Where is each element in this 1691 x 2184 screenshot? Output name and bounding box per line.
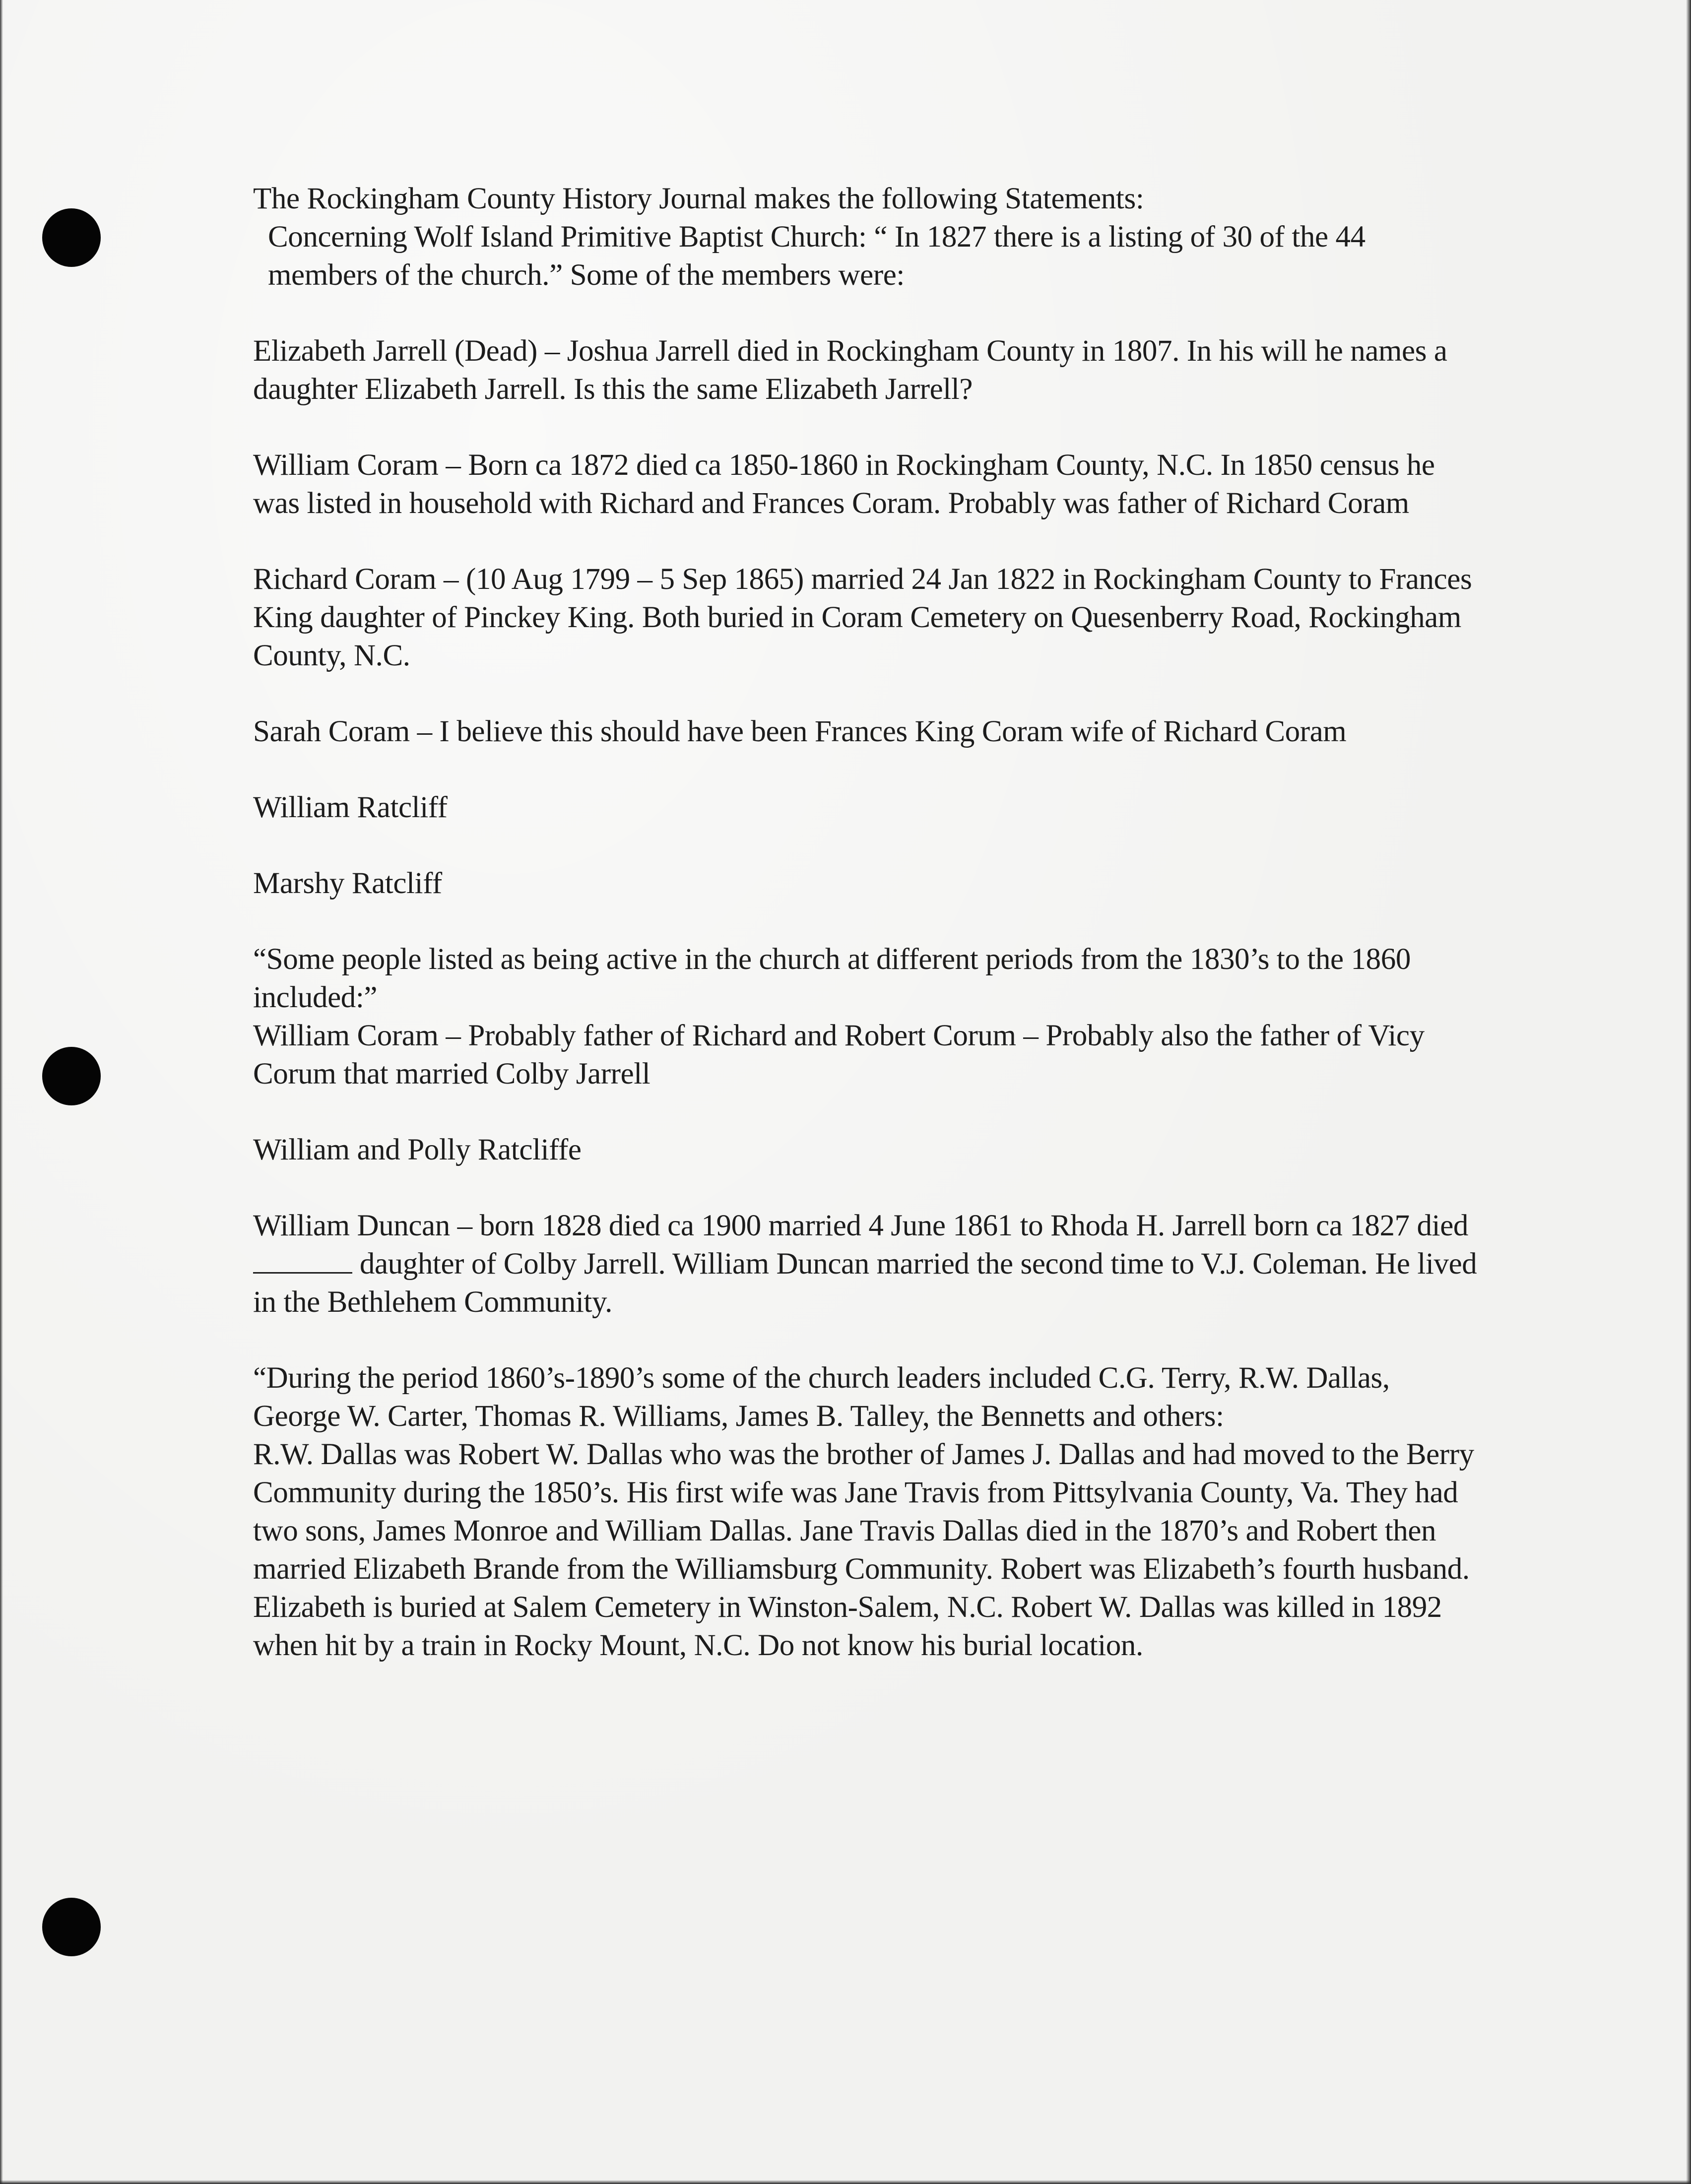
entry-william-coram: William Coram – Born ca 1872 died ca 1850-1860 in Rockingham County, N.C. In 1850 census he was listed in household with Richard and Frances Coram. Probably was father of Richard Coram — [253, 449, 1435, 520]
entry-marshy-ratcliff: Marshy Ratcliff — [253, 867, 442, 900]
page-edge-right — [1686, 0, 1691, 2184]
punch-hole-bottom — [42, 1898, 101, 1956]
entry-william-polly-ratcliffe: William and Polly Ratcliffe — [253, 1133, 582, 1166]
entry-william-duncan — [253, 1207, 1479, 1321]
duncan-text-part1: William Duncan – born 1828 died ca 1900 married 4 June 1861 to Rhoda H. Jarrell born ca 1827 died — [253, 1209, 1468, 1242]
blank-fill-line — [253, 1246, 352, 1274]
punch-hole-top — [42, 208, 101, 267]
entry-william-ratcliff: William Ratcliff — [253, 791, 448, 824]
document-body — [253, 180, 1479, 1665]
entry-elizabeth-jarrell: Elizabeth Jarrell (Dead) – Joshua Jarrell died in Rockingham County in 1807. In his will he names a daughter Elizabeth Jarrell. Is this the same Elizabeth Jarrell? — [253, 334, 1447, 406]
intro-church-statement: Concerning Wolf Island Primitive Baptist Church: “ In 1827 there is a listing of 30 of the 44 members of the church.” Some of the members were: — [268, 220, 1366, 292]
intro-line: The Rockingham County History Journal makes the following Statements: — [253, 182, 1144, 215]
entry-richard-coram: Richard Coram – (10 Aug 1799 – 5 Sep 1865) married 24 Jan 1822 in Rockingham County to Frances King daughter of Pinckey King. Both buried in Coram Cemetery on Quesenberry Road, Rockingham County, N.C. — [253, 563, 1472, 672]
entry-sarah-coram: Sarah Coram – I believe this should have been Frances King Coram wife of Richard Coram — [253, 715, 1347, 748]
duncan-text-part2: daughter of Colby Jarrell. William Duncan married the second time to V.J. Coleman. He lived in the Bethlehem Community. — [253, 1247, 1477, 1319]
active-members-quote: “Some people listed as being active in the church at different periods from the 1830’s to the 1860 included:” — [253, 943, 1411, 1014]
page-edge-bottom — [0, 2180, 1691, 2184]
punch-hole-middle — [42, 1047, 101, 1105]
page-edge-left — [0, 0, 3, 2184]
entry-william-coram-active: William Coram – Probably father of Richard and Robert Corum – Probably also the father of Vicy Corum that married Colby Jarrell — [253, 1019, 1425, 1091]
church-leaders-quote: “During the period 1860’s-1890’s some of the church leaders included C.G. Terry, R.W. Dallas, George W. Carter, Thomas R. Williams, James B. Talley, the Bennetts and others: — [253, 1361, 1390, 1433]
entry-rw-dallas: R.W. Dallas was Robert W. Dallas who was the brother of James J. Dallas and had moved to the Berry Community during the 1850’s. His first wife was Jane Travis from Pittsylvania County, Va. They had two sons, James Monroe and William Dallas. Jane Travis Dallas died in the 1870’s and Robert then married Elizabeth Brande from the Williamsburg Community. Robert was Elizabeth’s fourth husband. Elizabeth is buried at Salem Cemetery in Winston-Salem, N.C. Robert W. Dallas was killed in 1892 when hit by a train in Rocky Mount, N.C. Do not know his burial location. — [253, 1438, 1474, 1662]
